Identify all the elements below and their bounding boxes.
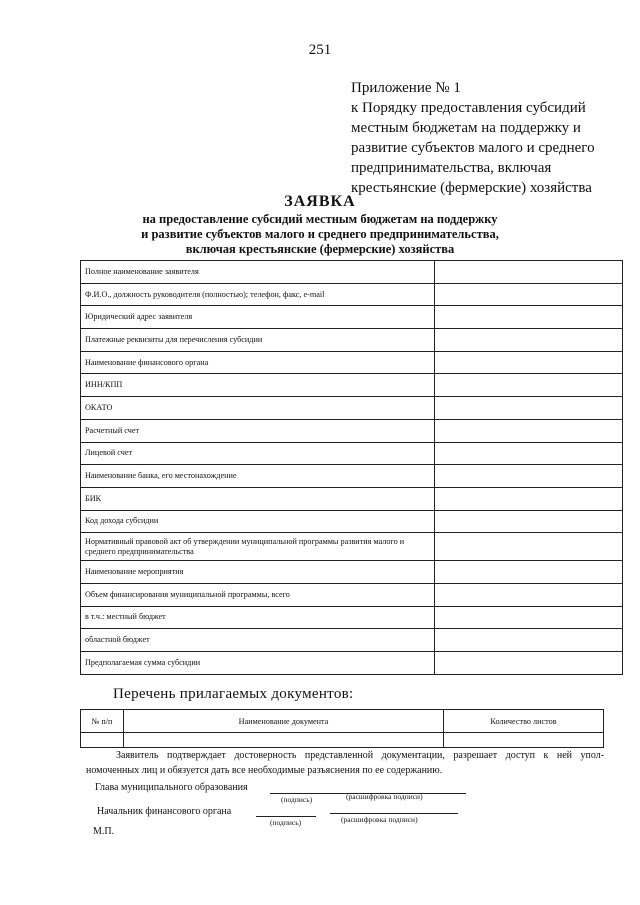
field-value-cell[interactable]	[435, 261, 623, 284]
attached-documents-table	[80, 709, 604, 748]
field-label: Код дохода субсидии	[81, 510, 435, 533]
appendix-line: развитие субъектов малого и среднего	[351, 140, 595, 156]
field-label: Наименование мероприятия	[81, 561, 435, 584]
application-fields-table	[80, 260, 623, 675]
field-row	[81, 351, 623, 374]
column-header-document-name: Наименование документа	[124, 710, 444, 733]
field-value-cell[interactable]	[435, 351, 623, 374]
field-row	[81, 306, 623, 329]
table-cell[interactable]	[444, 733, 604, 748]
signature-label-finance: Начальник финансового органа	[97, 806, 232, 817]
field-value-cell[interactable]	[435, 583, 623, 606]
appendix-line: к Порядку предоставления субсидий	[351, 100, 586, 116]
field-row	[81, 629, 623, 652]
field-row	[81, 561, 623, 584]
document-title: ЗАЯВКА	[284, 193, 356, 210]
field-value-cell[interactable]	[435, 629, 623, 652]
field-label: Предполагаемая сумма субсидии	[81, 652, 435, 675]
field-label: Ф.И.О., должность руководителя (полностью); телефон, факс, e-mail	[81, 283, 435, 306]
declaration-line: Заявитель подтверждает достоверность представленной документации, разрешает доступ к ней упол-	[116, 750, 605, 761]
field-value-cell[interactable]	[435, 374, 623, 397]
attached-documents-heading: Перечень прилагаемых документов:	[113, 686, 354, 702]
table-cell[interactable]	[124, 733, 444, 748]
field-value-cell[interactable]	[435, 419, 623, 442]
field-label: Объем финансирования муниципальной программы, всего	[81, 583, 435, 606]
field-value-cell[interactable]	[435, 397, 623, 420]
field-label: ОКАТО	[81, 397, 435, 420]
field-label: в т.ч.: местный бюджет	[81, 606, 435, 629]
field-row	[81, 329, 623, 352]
field-value-cell[interactable]	[435, 487, 623, 510]
field-label: Нормативный правовой акт об утверждении муниципальной программы развития малого и среднего предпринимательства	[81, 533, 435, 561]
field-value-cell[interactable]	[435, 442, 623, 465]
field-value-cell[interactable]	[435, 561, 623, 584]
table-cell[interactable]	[81, 733, 124, 748]
field-value-cell[interactable]	[435, 465, 623, 488]
field-row	[81, 583, 623, 606]
subtitle-line: и развитие субъектов малого и среднего предпринимательства,	[141, 227, 499, 241]
field-label: Полное наименование заявителя	[81, 261, 435, 284]
signature-line-finance[interactable]	[256, 816, 316, 817]
stamp-place-label: М.П.	[93, 826, 115, 837]
field-label: Юридический адрес заявителя	[81, 306, 435, 329]
field-label: областной бюджет	[81, 629, 435, 652]
field-row	[81, 374, 623, 397]
field-label: Наименование финансового органа	[81, 351, 435, 374]
signature-caption: (подпись)	[281, 795, 313, 804]
field-value-cell[interactable]	[435, 283, 623, 306]
signature-decode-line-finance[interactable]	[330, 813, 458, 814]
field-value-cell[interactable]	[435, 510, 623, 533]
field-value-cell[interactable]	[435, 533, 623, 561]
field-row	[81, 652, 623, 675]
declaration-text	[86, 748, 605, 778]
declaration-line: номоченных лиц и обязуется дать все необходимые разъяснения по ее содержанию.	[86, 765, 443, 776]
field-row	[81, 533, 623, 561]
field-row	[81, 397, 623, 420]
document-subtitle	[0, 212, 640, 257]
appendix-line: крестьянские (фермерские) хозяйства	[351, 180, 592, 196]
field-label: Расчетный счет	[81, 419, 435, 442]
signature-label-head: Глава муниципального образования	[95, 782, 248, 793]
field-value-cell[interactable]	[435, 606, 623, 629]
field-row	[81, 606, 623, 629]
field-label: Наименование банка, его местонахождение	[81, 465, 435, 488]
appendix-line: Приложение № 1	[351, 80, 461, 96]
appendix-header	[351, 78, 631, 198]
signature-decode-caption: (расшифровка подписи)	[341, 815, 418, 824]
appendix-line: предпринимательства, включая	[351, 160, 552, 176]
field-label: Платежные реквизиты для перечисления субсидии	[81, 329, 435, 352]
field-label: БИК	[81, 487, 435, 510]
field-row	[81, 419, 623, 442]
field-row	[81, 487, 623, 510]
field-value-cell[interactable]	[435, 652, 623, 675]
field-value-cell[interactable]	[435, 329, 623, 352]
signature-decode-caption: (расшифровка подписи)	[346, 792, 423, 801]
column-header-number: № п/п	[81, 710, 124, 733]
table-row	[81, 733, 604, 748]
field-value-cell[interactable]	[435, 306, 623, 329]
page-number: 251	[308, 42, 332, 58]
appendix-line: местным бюджетам на поддержку и	[351, 120, 581, 136]
field-row	[81, 261, 623, 284]
field-label: Лицевой счет	[81, 442, 435, 465]
subtitle-line: на предоставление субсидий местным бюджетам на поддержку	[142, 212, 498, 226]
field-row	[81, 283, 623, 306]
field-row	[81, 465, 623, 488]
signature-caption: (подпись)	[270, 818, 302, 827]
column-header-sheet-count: Количество листов	[444, 710, 604, 733]
field-row	[81, 442, 623, 465]
subtitle-line: включая крестьянские (фермерские) хозяйства	[185, 242, 455, 256]
field-row	[81, 510, 623, 533]
field-label: ИНН/КПП	[81, 374, 435, 397]
table-header-row	[81, 710, 604, 733]
